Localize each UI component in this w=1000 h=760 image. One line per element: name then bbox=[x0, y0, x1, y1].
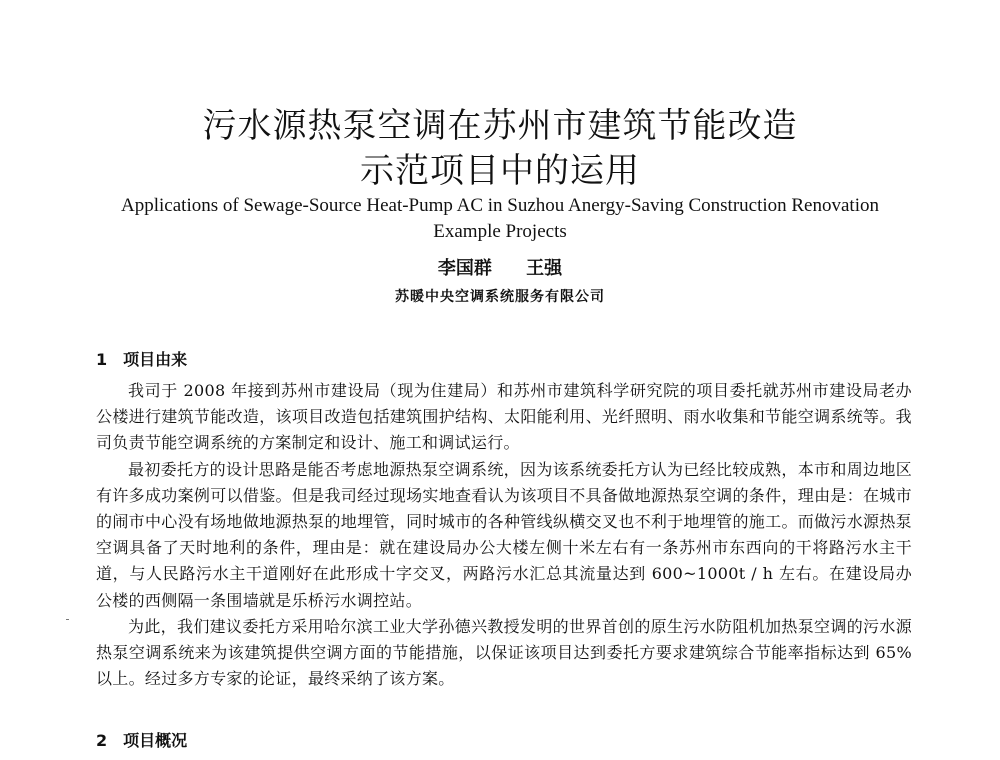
section-heading bbox=[96, 728, 187, 751]
english-title-line-1: Applications of Sewage-Source Heat-Pump AC in Suzhou Anergy-Saving Construction Renovation bbox=[121, 195, 879, 216]
author-name: 李国群 bbox=[437, 258, 492, 279]
section-number: 1 bbox=[96, 350, 108, 369]
section-body bbox=[96, 378, 912, 692]
section-title: 项目由来 bbox=[123, 350, 188, 369]
author-affiliation: 苏暖中央空调系统服务有限公司 bbox=[395, 289, 605, 305]
author-list bbox=[0, 254, 1000, 280]
body-paragraph: 为此，我们建议委托方采用哈尔滨工业大学孙德兴教授发明的世界首创的原生污水防阻机加热泵空调的污水源热泵空调系统来为该建筑提供空调方面的节能措施，以保证该项目达到委托方要求建筑综合节能率指标达到 65%以上。经过多方专家的论证，最终采纳了该方案。 bbox=[96, 616, 912, 689]
body-paragraph: 我司于 2008 年接到苏州市建设局（现为住建局）和苏州市建筑科学研究院的项目委托就苏州市建设局老办公楼进行建筑节能改造，该项目改造包括建筑围护结构、太阳能利用、光纤照明、雨水收集和节能空调系统等。我司负责节能空调系统的方案制定和设计、施工和调试运行。 bbox=[96, 381, 912, 453]
chinese-title-line-1: 污水源热泵空调在苏州市建筑节能改造 bbox=[202, 106, 798, 146]
section-title: 项目概况 bbox=[123, 731, 188, 750]
section-number: 2 bbox=[96, 731, 108, 750]
section-heading bbox=[96, 347, 187, 370]
scan-speck bbox=[66, 619, 69, 620]
chinese-title-line-2: 示范项目中的运用 bbox=[360, 151, 640, 191]
body-paragraph: 最初委托方的设计思路是能否考虑地源热泵空调系统，因为该系统委托方认为已经比较成熟，本市和周边地区有许多成功案例可以借鉴。但是我司经过现场实地查看认为该项目不具备做地源热泵空调的条件，理由是：在城市的闹市中心没有场地做地源热泵的地埋管，同时城市的各种管线纵横交叉也不利于地埋管的施工。而做污水源热泵空调具备了天时地利的条件，理由是：就在建设局办公大楼左侧十米左右有一条苏州市东西向的干将路污水主干道，与人民路污水主干道刚好在此形成十字交叉，两路污水汇总其流量达到 600~1000t / h 左右。在建设局办公楼的西侧隔一条围墙就是乐桥污水调控站。 bbox=[96, 459, 912, 610]
english-title-line-2: Example Projects bbox=[433, 221, 567, 242]
author-name: 王强 bbox=[526, 258, 563, 279]
